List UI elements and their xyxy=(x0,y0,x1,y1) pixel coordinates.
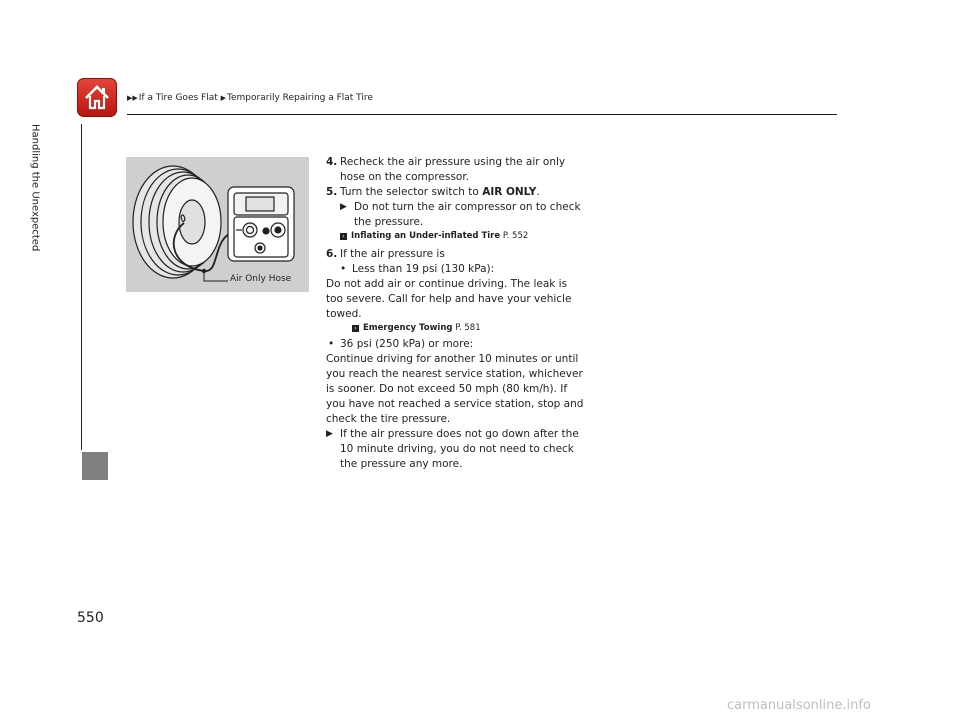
instruction-content xyxy=(326,155,586,472)
step-6 xyxy=(326,247,586,262)
triangle-right-icon: ▶ xyxy=(326,429,333,439)
step-number: 6. xyxy=(326,248,338,260)
breadcrumb-item[interactable]: Temporarily Repairing a Flat Tire xyxy=(227,93,373,103)
case-2-bullet: • 36 psi (250 kPa) or more: xyxy=(328,338,474,350)
case-2-text: Continue driving for another 10 minutes or until you reach the nearest service station, whichever is sooner. Do not exceed 50 mph (80 km/h). If you have not reached a service station, stop and check the tire pressure. xyxy=(326,353,584,425)
bullet-icon: • xyxy=(340,263,347,275)
section-tab[interactable] xyxy=(82,452,108,480)
step-text: Recheck the air pressure using the air only hose on the compressor. xyxy=(340,156,566,183)
figure-label: Air Only Hose xyxy=(230,274,292,284)
bullet-icon: • xyxy=(328,338,335,350)
triangle-right-icon: ▶▶ xyxy=(127,94,138,102)
triangle-right-icon: ▶ xyxy=(340,202,347,212)
step-text: Turn the selector switch to xyxy=(340,186,483,198)
step-5: 5. Turn the selector switch to AIR ONLY. xyxy=(326,186,540,198)
case-2-note: ▶ If the air pressure does not go down after the 10 minute driving, you do not need to check the pressure any more. xyxy=(326,428,579,470)
reference-link[interactable]: › Emergency Towing P. 581 xyxy=(326,322,586,335)
step-5-note xyxy=(326,200,586,230)
case-1-bullet: • Less than 19 psi (130 kPa): xyxy=(340,263,495,275)
switch-setting: AIR ONLY xyxy=(482,186,537,198)
home-button[interactable] xyxy=(77,78,117,117)
reference-icon: › xyxy=(340,233,347,240)
home-icon xyxy=(82,83,112,112)
tire-compressor-drawing xyxy=(126,157,309,292)
triangle-right-icon: ▶ xyxy=(220,94,227,102)
step-4 xyxy=(326,155,586,185)
breadcrumb xyxy=(127,93,373,103)
case-1-text: Do not add air or continue driving. The leak is too severe. Call for help and have your vehicle towed. xyxy=(326,278,572,320)
breadcrumb-item[interactable]: If a Tire Goes Flat xyxy=(138,93,218,103)
step-text: If the air pressure is xyxy=(340,248,445,260)
watermark: carmanualsonline.info xyxy=(727,698,871,713)
note-text: Do not turn the air compressor on to check the pressure. xyxy=(354,201,581,228)
step-number: 4. xyxy=(326,156,338,168)
header-divider xyxy=(127,114,837,115)
reference-icon: › xyxy=(352,325,359,332)
page-number: 550 xyxy=(77,610,104,626)
compressor-illustration xyxy=(126,157,309,292)
section-label: Handling the Unexpected xyxy=(29,124,41,252)
reference-link[interactable]: › Inflating an Under-inflated Tire P. 552 xyxy=(326,230,586,243)
sidebar-divider xyxy=(81,124,82,450)
step-number: 5. xyxy=(326,186,338,198)
